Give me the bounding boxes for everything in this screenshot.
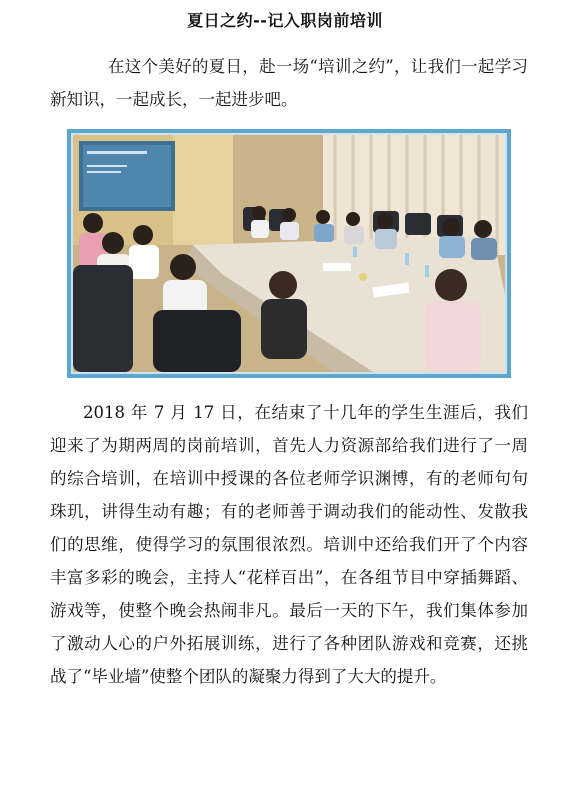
training-photo-image [73, 135, 505, 372]
intro-paragraph: 在这个美好的夏日，赴一场“培训之约”，让我们一起学习新知识，一起成长，一起进步吧。 [50, 57, 528, 109]
training-photo [67, 129, 511, 378]
training-paragraph: 2018 年 7 月 17 日，在结束了十几年的学生生涯后，我们迎来了为期两周的岗前培训，首先人力资源部给我们进行了一周的综合培训，在培训中授课的各位老师学识渊博，有的老师句句珠玑，讲得生动有趣；有的老师善于调动我们的能动性、发散我们的思维，使得学习的氛围很浓烈。培训中还给我们开了个内容丰富多彩的晚会，主持人“花样百出”，在各组节目中穿插舞蹈、游戏等，使整个晚会热闹非凡。最后一天的下午，我们集体参加了激动人心的户外拓展训练，进行了各种团队游戏和竞赛，还挑战了“毕业墙”使整个团队的凝聚力得到了大大的提升。 [50, 403, 528, 686]
page-title: 夏日之约--记入职岗前培训 [187, 11, 383, 30]
